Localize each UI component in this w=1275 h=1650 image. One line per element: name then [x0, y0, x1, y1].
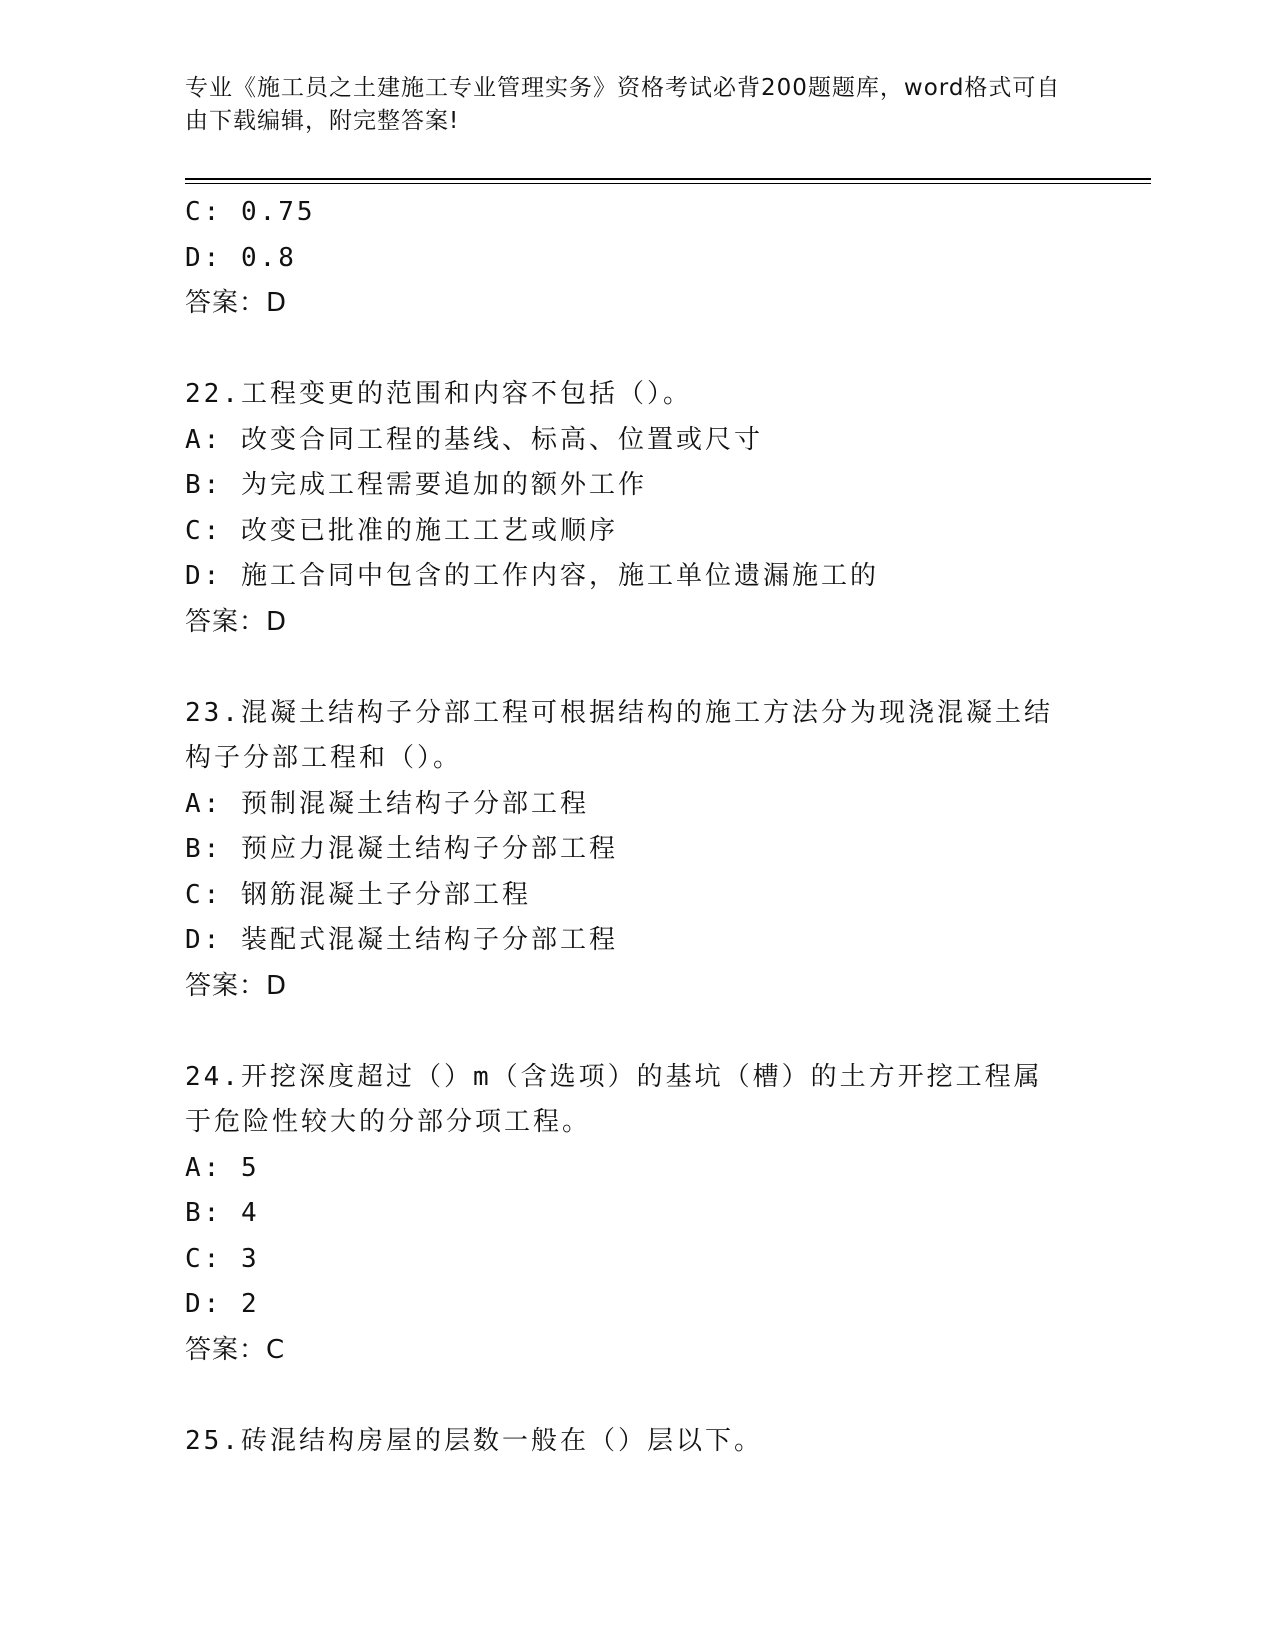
option-label: B:: [185, 470, 223, 500]
option-text: 钢筋混凝土子分部工程: [240, 879, 531, 910]
option-text: 改变合同工程的基线、标高、位置或尺寸: [240, 424, 763, 455]
option-text: 为完成工程需要追加的额外工作: [240, 470, 647, 500]
option-text: 装配式混凝土结构子分部工程: [240, 925, 618, 955]
option-line: [185, 418, 1085, 464]
option-label: D:: [185, 561, 223, 591]
answer-line: 答案：D: [185, 970, 288, 1001]
option-label: D:: [185, 925, 223, 955]
question-stem: 22.工程变更的范围和内容不包括（）。: [185, 379, 692, 409]
option-text: 0.8: [240, 242, 297, 273]
option-label: A:: [185, 788, 223, 819]
option-text: 0.75: [240, 197, 316, 227]
answer-line: 答案：D: [185, 288, 288, 318]
option-text: 5: [240, 1152, 260, 1183]
header-title: 专业《施工员之土建施工专业管理实务》资格考试必背200题题库，word格式可自由下载编辑，附完整答案!: [185, 75, 1061, 134]
option-label: C:: [185, 1243, 223, 1274]
question-stem: 25.砖混结构房屋的层数一般在（）层以下。: [185, 1425, 763, 1456]
header-divider-thin: [185, 183, 1151, 184]
option-line: [185, 509, 1085, 555]
option-label: C:: [185, 515, 223, 546]
option-label: D:: [185, 242, 223, 273]
option-label: B:: [185, 1198, 223, 1228]
question-stem: 24.开挖深度超过（）m（含选项）的基坑（槽）的土方开挖工程属于危险性较大的分部分项工程。: [185, 1061, 1043, 1137]
question-list: [185, 190, 1085, 1464]
option-line: [185, 236, 1085, 282]
option-line: [185, 554, 1085, 600]
option-line: [185, 918, 1085, 964]
spacer: [185, 327, 1085, 373]
option-line: [185, 1237, 1085, 1283]
option-line: [185, 1191, 1085, 1237]
option-label: C:: [185, 197, 223, 227]
option-line: [185, 782, 1085, 828]
option-label: D:: [185, 1289, 223, 1319]
option-line: [185, 190, 1085, 236]
spacer: [185, 645, 1085, 691]
answer-line: 答案：C: [185, 1334, 286, 1365]
option-label: A:: [185, 424, 223, 455]
document-header: [185, 72, 1065, 138]
option-line: [185, 463, 1085, 509]
spacer: [185, 1009, 1085, 1055]
option-line: [185, 827, 1085, 873]
option-label: B:: [185, 834, 223, 864]
header-divider-thick: [185, 178, 1151, 180]
option-text: 3: [240, 1243, 260, 1274]
option-line: [185, 1146, 1085, 1192]
option-text: 4: [240, 1198, 260, 1228]
option-text: 预制混凝土结构子分部工程: [240, 788, 589, 819]
option-text: 施工合同中包含的工作内容，施工单位遗漏施工的: [240, 561, 879, 591]
option-line: [185, 873, 1085, 919]
option-text: 预应力混凝土结构子分部工程: [240, 834, 618, 864]
spacer: [185, 1373, 1085, 1419]
option-text: 改变已批准的施工工艺或顺序: [240, 515, 618, 546]
answer-line: 答案：D: [185, 606, 288, 637]
question-stem: 23.混凝土结构子分部工程可根据结构的施工方法分为现浇混凝土结构子分部工程和（）。: [185, 697, 1053, 773]
option-label: A:: [185, 1152, 223, 1183]
option-label: C:: [185, 879, 223, 910]
option-line: [185, 1282, 1085, 1328]
option-text: 2: [240, 1289, 260, 1319]
